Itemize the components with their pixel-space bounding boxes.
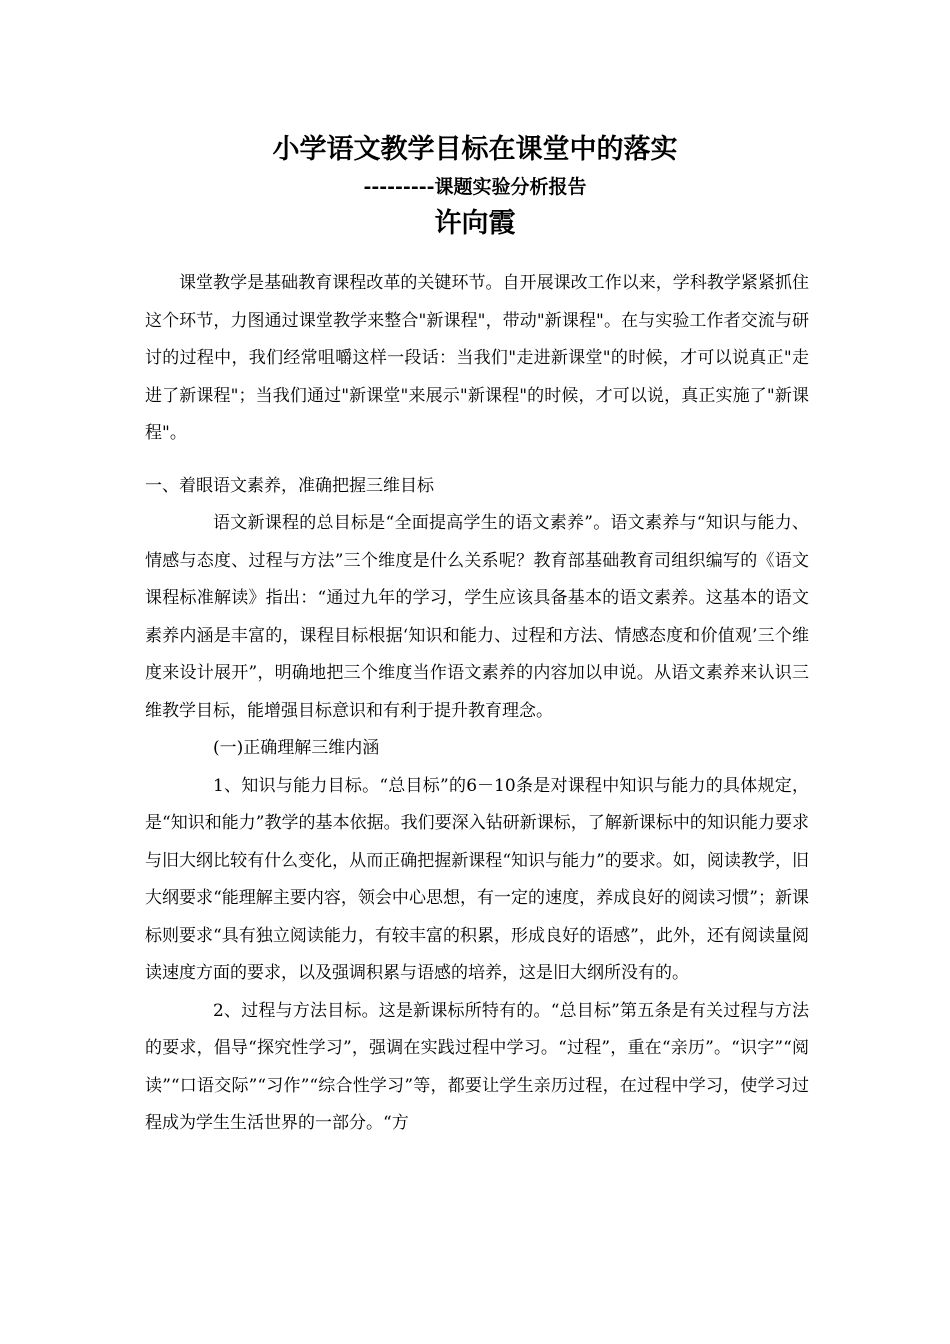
subsection-heading: (一)正确理解三维内涵 — [213, 738, 380, 758]
document-title: 小学语文教学目标在课堂中的落实 — [272, 134, 678, 165]
intro-paragraph: 课堂教学是基础教育课程改革的关键环节。自开展课改工作以来，学科教学紧紧抓住这个环节，力图通过课堂教学来整合"新课程"，带动"新课程"。在与实验工作者交流与研讨的过程中，我们经常咀嚼这样一段话：当我们"走进新课堂"的时候，才可以说真正"走进了新课程"；当我们通过"新课堂"来展示"新课程"的时候，才可以说，真正实施了"新课程"。 — [145, 273, 809, 443]
body-paragraph-process: 2、过程与方法目标。这是新课标所特有的。“总目标”第五条是有关过程与方法的要求，倡导“探究性学习”，强调在实践过程中学习。“过程”，重在“亲历”。“识字”“阅读”“口语交际”“习作”“综合性学习”等，都要让学生亲历过程，在过程中学习，使学习过程成为学生生活世界的一部分。“方 — [145, 1000, 809, 1133]
document-author: 许向霞 — [434, 208, 516, 239]
document-subtitle: ---------课题实验分析报告 — [363, 176, 587, 198]
body-paragraph: 语文新课程的总目标是“全面提高学生的语文素养”。语文素养与“知识与能力、情感与态度、过程与方法”三个维度是什么关系呢？教育部基础教育司组织编写的《语文课程标准解读》指出：“通过九年的学习，学生应该具备基本的语文素养。这基本的语文素养内涵是丰富的，课程目标根据‘知识和能力、过程和方法、情感态度和价值观’三个维度来设计展开”，明确地把三个维度当作语文素养的内容加以申说。从语文素养来认识三维教学目标，能增强目标意识和有利于提升教育理念。 — [145, 513, 809, 721]
body-paragraph-knowledge: 1、知识与能力目标。“总目标”的6－10条是对课程中知识与能力的具体规定，是“知识和能力”教学的基本依据。我们要深入钻研新课标，了解新课标中的知识能力要求与旧大纲比较有什么变化，从而正确把握新课程“知识与能力”的要求。如，阅读教学，旧大纲要求“能理解主要内容，领会中心思想，有一定的速度，养成良好的阅读习惯”；新课标则要求“具有独立阅读能力，有较丰富的积累，形成良好的语感”，此外，还有阅读量阅读速度方面的要求，以及强调积累与语感的培养，这是旧大纲所没有的。 — [145, 775, 809, 983]
section-heading: 一、着眼语文素养，准确把握三维目标 — [145, 475, 434, 496]
document-body — [145, 265, 809, 1143]
